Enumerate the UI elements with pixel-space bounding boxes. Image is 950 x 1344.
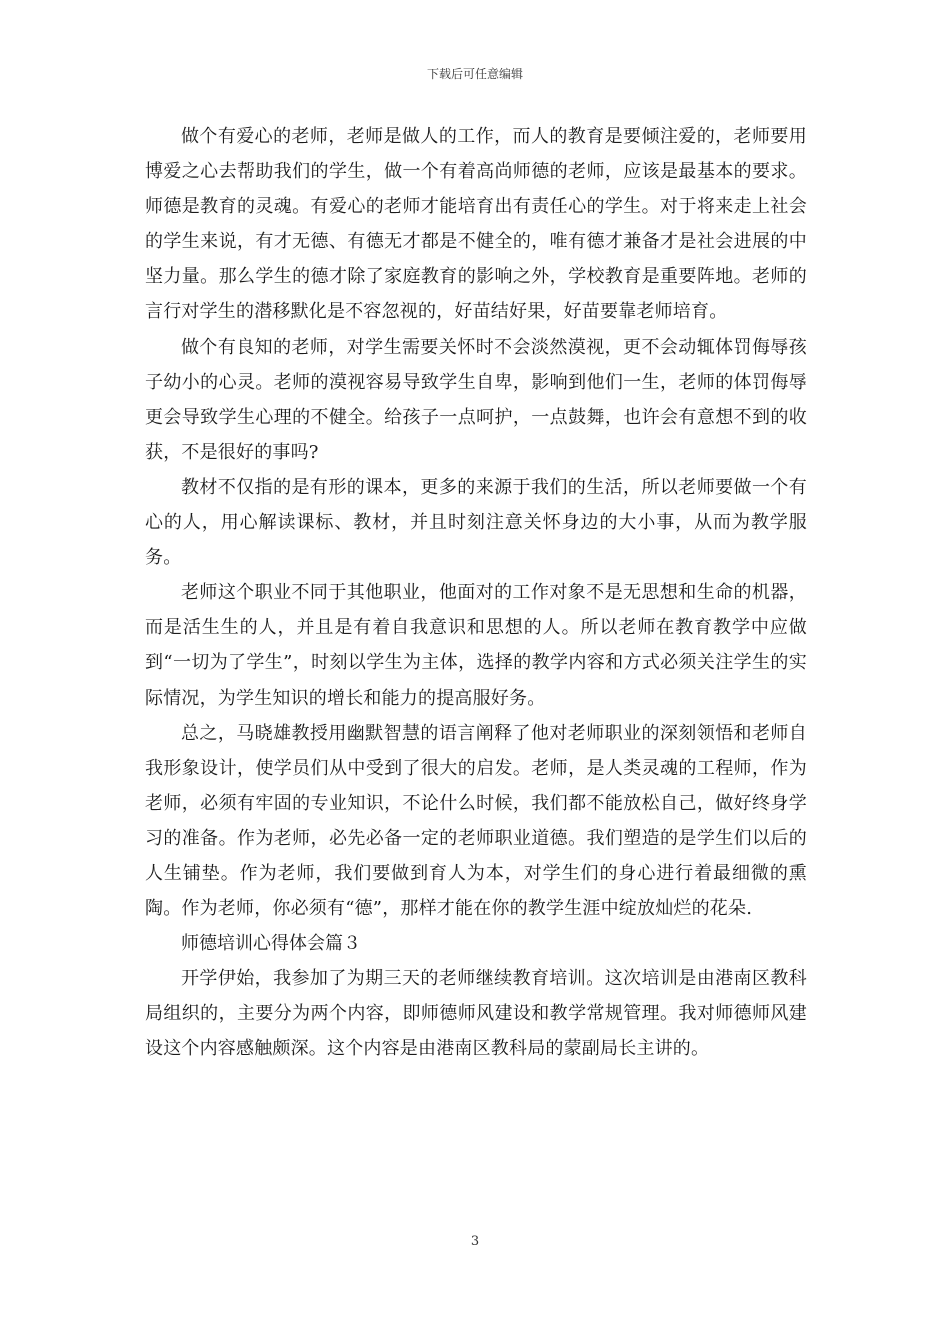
paragraph-materials: 教材不仅指的是有形的课本，更多的来源于我们的生活，所以老师要做一个有心的人，用心解读课标、教材，并且时刻注意关怀身边的大小事，从而为教学服务。 [145,476,807,569]
document-body [145,119,807,1067]
paragraph-love: 做个有爱心的老师，老师是做人的工作，而人的教育是要倾注爱的，老师要用博爱之心去帮助我们的学生，做一个有着高尚师德的老师，应该是最基本的要求。师德是教育的灵魂。有爱心的老师才能培育出有责任心的学生。对于将来走上社会的学生来说，有才无德、有德无才都是不健全的，唯有德才兼备才是社会进展的中坚力量。那么学生的德才除了家庭教育的影响之外，学校教育是重要阵地。老师的言行对学生的潜移默化是不容忽视的，好苗结好果，好苗要靠老师培育。 [145,126,807,323]
paragraph-profession: 老师这个职业不同于其他职业，他面对的工作对象不是无思想和生命的机器，而是活生生的人，并且是有着自我意识和思想的人。所以老师在教育教学中应做到“一切为了学生”，时刻以学生为主体，选择的教学内容和方式必须关注学生的实际情况，为学生知识的增长和能力的提高服好务。 [145,582,807,709]
page-number: 3 [470,1234,480,1249]
paragraph-summary: 总之，马晓雄教授用幽默智慧的语言阐释了他对老师职业的深刻领悟和老师自我形象设计，使学员们从中受到了很大的启发。老师，是人类灵魂的工程师，作为老师，必须有牢固的专业知识，不论什么时候，我们都不能放松自己，做好终身学习的准备。作为老师，必先必备一定的老师职业道德。我们塑造的是学生们以后的人生铺垫。作为老师，我们要做到育人为本，对学生们的身心进行着最细微的熏陶。作为老师，你必须有“德”，那样才能在你的教学生涯中绽放灿烂的花朵. [145,722,807,920]
header-note: 下载后可任意编辑 [426,67,523,81]
paragraph-training: 开学伊始，我参加了为期三天的老师继续教育培训。这次培训是由港南区教科局组织的，主要分为两个内容，即师德师风建设和教学常规管理。我对师德师风建设这个内容感触颇深。这个内容是由港南区教科局的蒙副局长主讲的。 [145,968,807,1060]
section-heading: 师德培训心得体会篇３ [181,933,361,955]
paragraph-conscience: 做个有良知的老师，对学生需要关怀时不会淡然漠视，更不会动辄体罚侮辱孩子幼小的心灵。老师的漠视容易导致学生自卑，影响到他们一生，老师的体罚侮辱更会导致学生心理的不健全。给孩子一点呵护，一点鼓舞，也许会有意想不到的收获，不是很好的事吗? [145,336,807,463]
